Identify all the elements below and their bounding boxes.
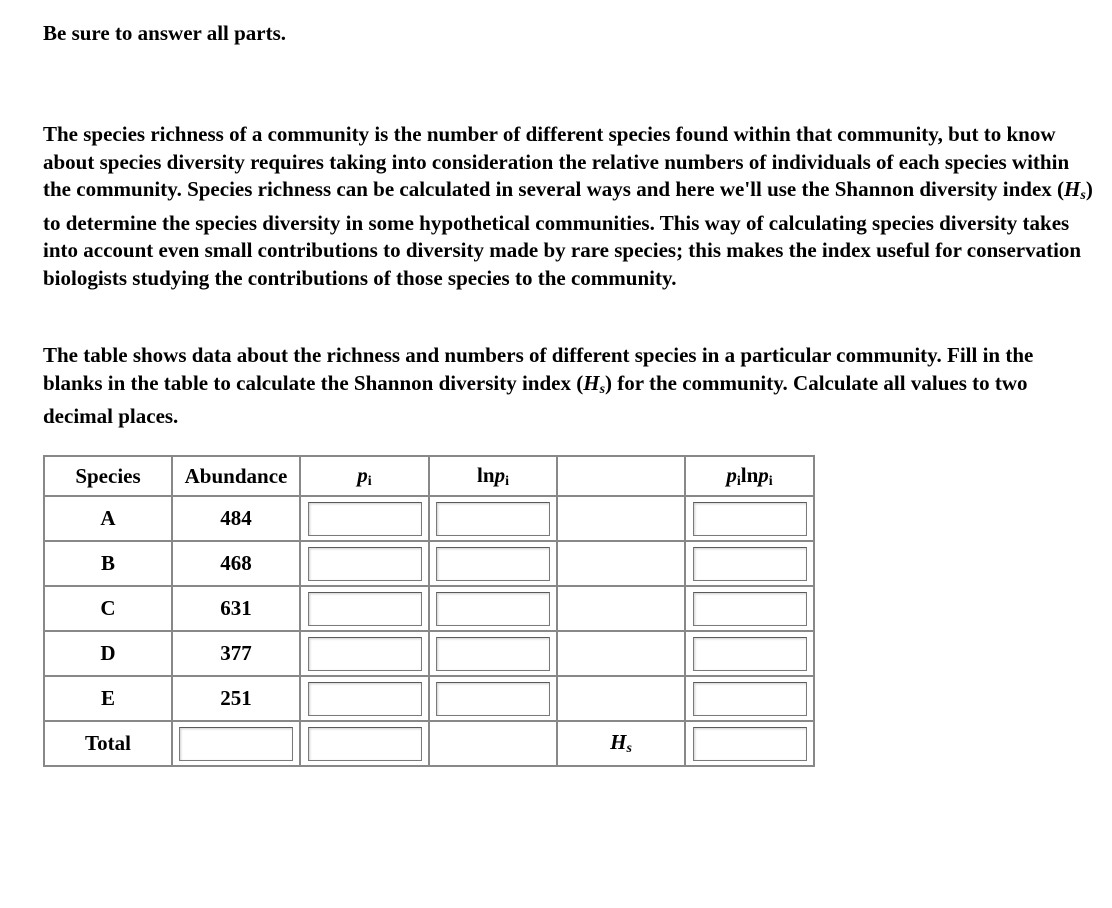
header-pilnpi-subscript1: i	[736, 473, 741, 489]
empty-cell	[557, 586, 685, 631]
table-row	[44, 496, 814, 541]
table-row	[44, 631, 814, 676]
lnpi-input[interactable]	[436, 637, 550, 671]
abundance-cell: 484	[172, 496, 300, 541]
species-cell: E	[44, 676, 172, 721]
shannon-subscript: s	[1080, 188, 1086, 203]
intro-text-b: ) to determine the species diversity in some hypothetical communities. This way of calculating species diversity takes into account even small contributions to diversity made by rare species; this makes the index useful for conservation biologists studying the contributions of those species to the community.	[43, 177, 1093, 290]
total-label: Total	[44, 721, 172, 766]
shannon-symbol: H	[1064, 177, 1081, 201]
hs-subscript: s	[626, 741, 632, 756]
pi-input[interactable]	[308, 547, 422, 581]
pilnpi-input[interactable]	[693, 637, 807, 671]
lnpi-input[interactable]	[436, 682, 550, 716]
species-cell: A	[44, 496, 172, 541]
total-pi-input[interactable]	[308, 727, 422, 761]
header-pilnpi-ln: ln	[740, 462, 759, 487]
empty-cell	[557, 676, 685, 721]
species-cell: D	[44, 631, 172, 676]
pilnpi-input[interactable]	[693, 547, 807, 581]
header-pi-symbol: p	[357, 462, 368, 487]
header-lnpi-ln: ln	[477, 462, 495, 487]
lnpi-input[interactable]	[436, 547, 550, 581]
pi-input[interactable]	[308, 682, 422, 716]
header-pi	[300, 456, 429, 496]
total-abundance-input[interactable]	[179, 727, 293, 761]
pi-input[interactable]	[308, 502, 422, 536]
task-text-b: ) for the community. Calculate all values to two decimal places.	[43, 370, 1028, 428]
instruction-text: Be sure to answer all parts.	[43, 21, 287, 45]
abundance-cell: 468	[172, 541, 300, 586]
header-pilnpi-symbol2: p	[758, 462, 769, 487]
species-cell: B	[44, 541, 172, 586]
header-pi-subscript: i	[367, 473, 372, 489]
header-pilnpi-subscript2: i	[768, 473, 773, 489]
total-row	[44, 721, 814, 766]
table-row	[44, 676, 814, 721]
hs-label	[557, 721, 685, 766]
header-pilnpi	[685, 456, 814, 496]
table-row	[44, 541, 814, 586]
empty-cell	[557, 496, 685, 541]
abundance-cell: 377	[172, 631, 300, 676]
header-lnpi	[429, 456, 557, 496]
empty-cell	[557, 541, 685, 586]
pilnpi-input[interactable]	[693, 682, 807, 716]
abundance-cell: 631	[172, 586, 300, 631]
task-paragraph	[43, 342, 1093, 431]
pi-input[interactable]	[308, 637, 422, 671]
lnpi-input[interactable]	[436, 502, 550, 536]
pilnpi-input[interactable]	[693, 592, 807, 626]
header-pilnpi-symbol1: p	[726, 462, 737, 487]
pilnpi-input[interactable]	[693, 502, 807, 536]
header-abundance: Abundance	[172, 456, 300, 496]
table-row	[44, 586, 814, 631]
species-cell: C	[44, 586, 172, 631]
diversity-table	[43, 455, 815, 767]
header-empty	[557, 456, 685, 496]
header-species: Species	[44, 456, 172, 496]
lnpi-input[interactable]	[436, 592, 550, 626]
hs-symbol: H	[610, 730, 627, 754]
intro-paragraph	[43, 121, 1093, 292]
header-lnpi-subscript: i	[505, 473, 509, 489]
header-lnpi-symbol: p	[494, 462, 506, 487]
intro-text-a: The species richness of a community is the number of different species found within that community, but to know about species diversity requires taking into consideration the relative numbers of individuals of each species within the community. Species richness can be calculated in several ways and here we'll use the Shannon diversity index (	[43, 122, 1070, 201]
shannon-symbol: H	[583, 370, 600, 395]
empty-cell	[429, 721, 557, 766]
empty-cell	[557, 631, 685, 676]
hs-input[interactable]	[693, 727, 807, 761]
abundance-cell: 251	[172, 676, 300, 721]
task-text-a: The table shows data about the richness and numbers of different species in a particular community. Fill in the blanks in the table to calculate the Shannon diversity index (	[43, 343, 1034, 395]
table-header-row	[44, 456, 814, 496]
pi-input[interactable]	[308, 592, 422, 626]
shannon-subscript: s	[599, 381, 606, 397]
